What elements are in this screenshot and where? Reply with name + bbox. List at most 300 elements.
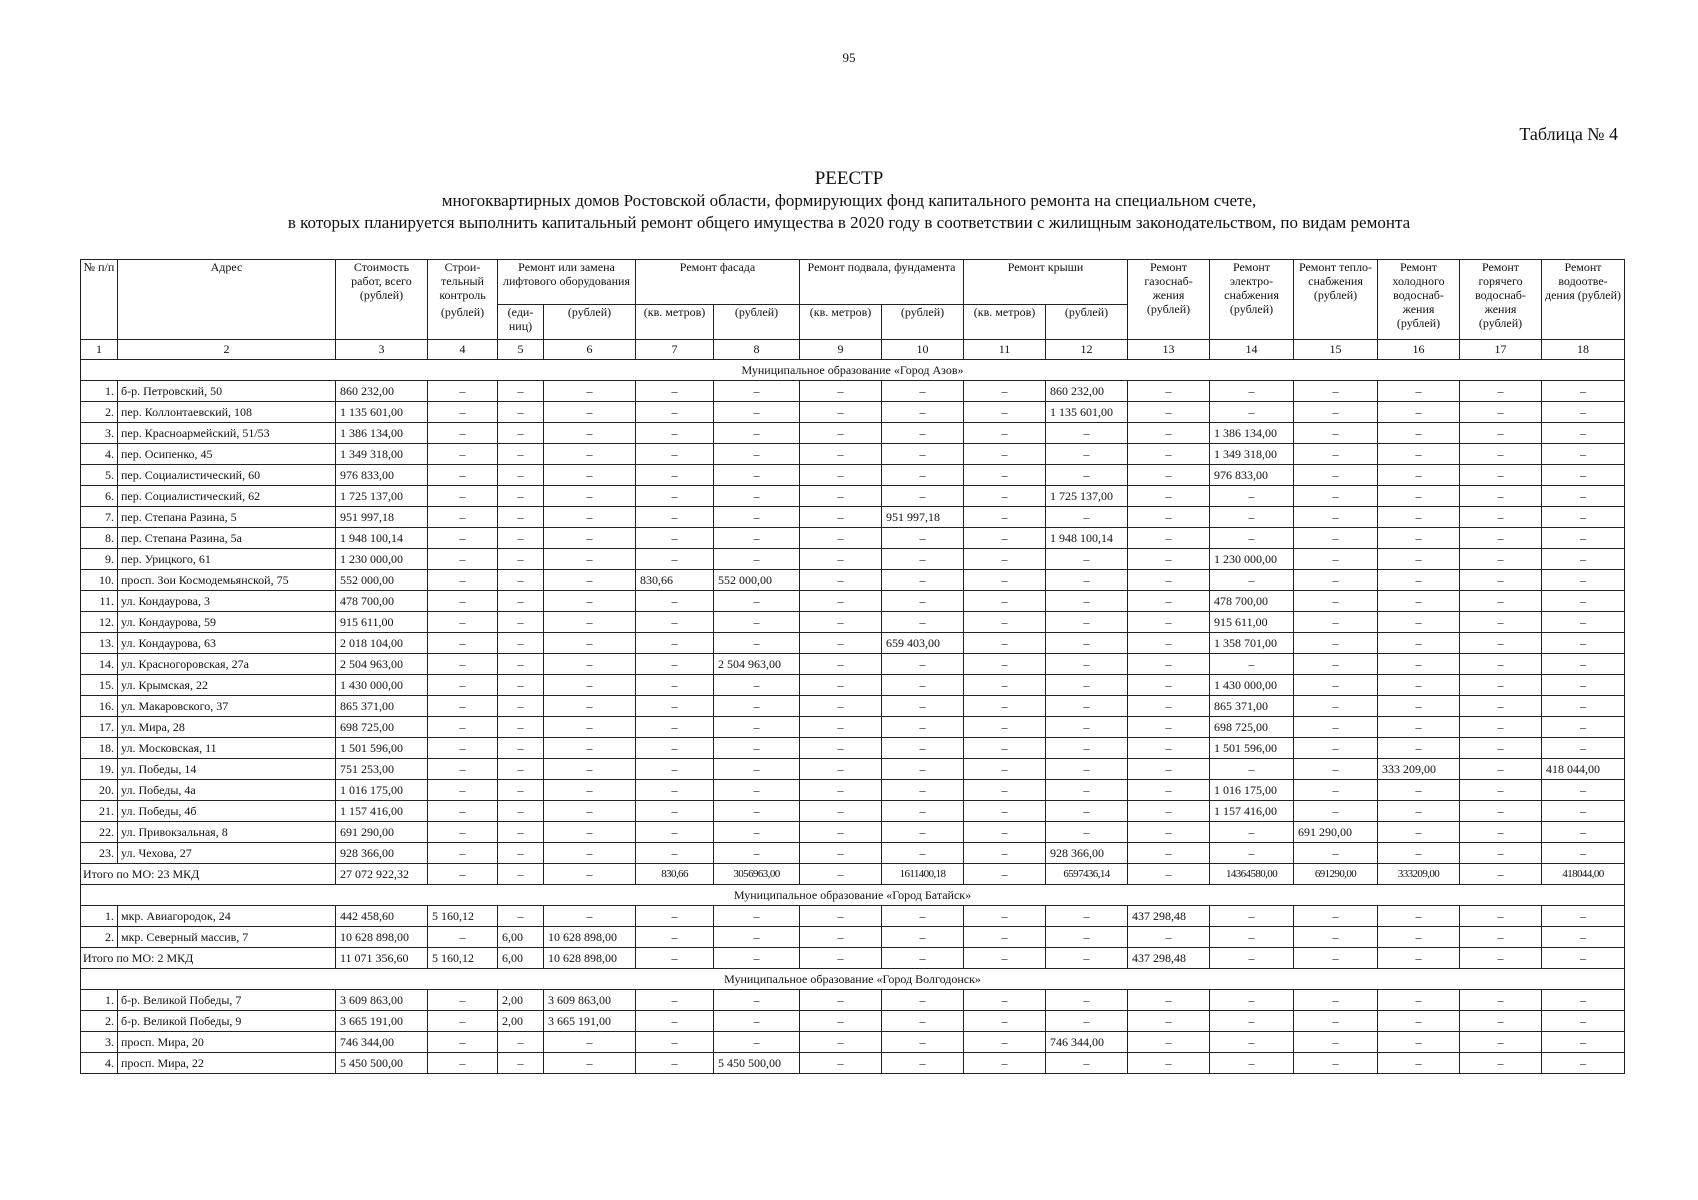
table-cell: – (636, 549, 714, 570)
table-cell: – (964, 423, 1046, 444)
table-cell: – (800, 444, 882, 465)
table-cell: – (882, 528, 964, 549)
total-cell: – (1128, 864, 1210, 885)
table-cell: – (714, 381, 800, 402)
column-number: 12 (1046, 340, 1128, 360)
total-cell: 5 160,12 (428, 948, 498, 969)
table-cell: – (1210, 654, 1294, 675)
table-cell: – (1542, 927, 1625, 948)
table-cell: 751 253,00 (336, 759, 428, 780)
total-row (81, 864, 1625, 885)
table-cell: – (800, 465, 882, 486)
column-number: 17 (1460, 340, 1542, 360)
table-cell: – (1128, 990, 1210, 1011)
table-cell: ул. Кондаурова, 63 (118, 633, 336, 654)
table-cell: – (498, 612, 544, 633)
table-cell: – (498, 738, 544, 759)
table-cell: – (636, 1053, 714, 1074)
table-cell: – (1378, 381, 1460, 402)
table-cell: – (1046, 591, 1128, 612)
table-cell: ул. Макаровского, 37 (118, 696, 336, 717)
total-cell: 1611400,18 (882, 864, 964, 885)
table-cell: 6,00 (498, 927, 544, 948)
table-cell: – (498, 801, 544, 822)
table-cell: 2 504 963,00 (336, 654, 428, 675)
table-row (81, 1032, 1625, 1053)
table-cell: 3. (81, 1032, 118, 1053)
table-cell: – (1378, 654, 1460, 675)
table-cell: 442 458,60 (336, 906, 428, 927)
total-cell: – (428, 864, 498, 885)
table-cell: – (1294, 591, 1378, 612)
table-cell: – (544, 633, 636, 654)
table-cell: – (428, 675, 498, 696)
header-num: № п/п (81, 260, 118, 340)
table-cell: – (964, 633, 1046, 654)
table-row (81, 990, 1625, 1011)
table-cell: – (800, 549, 882, 570)
total-cell: 6,00 (498, 948, 544, 969)
table-cell: – (1460, 822, 1542, 843)
table-cell: – (800, 1032, 882, 1053)
table-cell: – (714, 675, 800, 696)
table-cell: – (428, 549, 498, 570)
table-row (81, 675, 1625, 696)
table-cell: – (800, 843, 882, 864)
table-cell: – (882, 381, 964, 402)
table-cell: – (428, 843, 498, 864)
table-cell: 418 044,00 (1542, 759, 1625, 780)
table-cell: – (1210, 927, 1294, 948)
table-row (81, 738, 1625, 759)
table-cell: 333 209,00 (1378, 759, 1460, 780)
table-cell: – (1128, 654, 1210, 675)
table-cell: – (544, 1053, 636, 1074)
table-cell: – (1128, 528, 1210, 549)
table-cell: – (1046, 507, 1128, 528)
table-cell: – (544, 423, 636, 444)
table-row (81, 465, 1625, 486)
table-cell: – (498, 759, 544, 780)
table-cell: – (882, 423, 964, 444)
total-cell: – (1378, 948, 1460, 969)
column-number: 13 (1128, 340, 1210, 360)
table-cell: 746 344,00 (336, 1032, 428, 1053)
page-number: 95 (842, 50, 856, 65)
table-cell: – (428, 1011, 498, 1032)
table-cell: – (714, 843, 800, 864)
table-cell: – (1294, 906, 1378, 927)
table-cell: – (800, 507, 882, 528)
table-cell: 1 358 701,00 (1210, 633, 1294, 654)
table-cell: – (428, 801, 498, 822)
table-cell: – (428, 738, 498, 759)
table-cell: 17. (81, 717, 118, 738)
table-cell: – (1294, 549, 1378, 570)
table-row (81, 528, 1625, 549)
table-cell: 865 371,00 (1210, 696, 1294, 717)
table-cell: 1 016 175,00 (336, 780, 428, 801)
table-cell: пер. Степана Разина, 5 (118, 507, 336, 528)
table-cell: – (636, 675, 714, 696)
table-cell: – (1294, 738, 1378, 759)
table-cell: – (800, 780, 882, 801)
table-cell: – (544, 507, 636, 528)
header-roof: Ремонт крыши (964, 260, 1128, 305)
table-cell: пер. Красноармейский, 51/53 (118, 423, 336, 444)
table-cell: – (1128, 738, 1210, 759)
table-cell: 21. (81, 801, 118, 822)
table-cell: – (1542, 465, 1625, 486)
table-cell: – (544, 801, 636, 822)
table-cell: – (882, 1032, 964, 1053)
table-cell: – (1542, 717, 1625, 738)
table-cell: – (498, 444, 544, 465)
table-cell: – (1460, 612, 1542, 633)
column-number: 5 (498, 340, 544, 360)
table-cell: – (1210, 1011, 1294, 1032)
table-cell: – (882, 444, 964, 465)
table-cell: – (714, 444, 800, 465)
table-cell: – (714, 486, 800, 507)
table-cell: – (1460, 717, 1542, 738)
table-cell: – (636, 990, 714, 1011)
table-cell: – (882, 1011, 964, 1032)
table-cell: 9. (81, 549, 118, 570)
table-cell: – (882, 1053, 964, 1074)
table-cell: 437 298,48 (1128, 906, 1210, 927)
table-cell: ул. Победы, 4б (118, 801, 336, 822)
table-cell: – (1542, 906, 1625, 927)
table-cell: – (498, 381, 544, 402)
table-cell: – (800, 1053, 882, 1074)
table-cell: 11. (81, 591, 118, 612)
table-body (81, 340, 1625, 1074)
table-cell: – (1378, 822, 1460, 843)
header-address: Адрес (118, 260, 336, 340)
column-number: 11 (964, 340, 1046, 360)
table-cell: – (498, 675, 544, 696)
table-cell: – (800, 759, 882, 780)
table-cell: б-р. Великой Победы, 9 (118, 1011, 336, 1032)
table-cell: – (964, 696, 1046, 717)
table-cell: – (636, 801, 714, 822)
table-cell: 4. (81, 1053, 118, 1074)
table-cell: – (1542, 507, 1625, 528)
table-cell: – (1542, 570, 1625, 591)
table-cell: – (800, 381, 882, 402)
table-cell: ул. Московская, 11 (118, 738, 336, 759)
table-cell: 928 366,00 (1046, 843, 1128, 864)
table-cell: – (1542, 1032, 1625, 1053)
table-cell: – (964, 675, 1046, 696)
table-row (81, 507, 1625, 528)
table-cell: – (544, 1032, 636, 1053)
table-cell: – (544, 570, 636, 591)
total-cell: 10 628 898,00 (544, 948, 636, 969)
table-row (81, 591, 1625, 612)
table-cell: 830,66 (636, 570, 714, 591)
table-cell: – (1542, 486, 1625, 507)
table-cell: – (1378, 738, 1460, 759)
table-cell: – (636, 927, 714, 948)
header-lift-rub: (рублей) (544, 305, 636, 340)
table-cell: – (636, 738, 714, 759)
table-cell: – (1378, 717, 1460, 738)
header-lift: Ремонт или замена лифтового оборудования (498, 260, 636, 305)
table-cell: – (1542, 738, 1625, 759)
table-cell: 10. (81, 570, 118, 591)
table-cell: – (1460, 486, 1542, 507)
table-cell: 4. (81, 444, 118, 465)
table-cell: – (498, 591, 544, 612)
table-row (81, 822, 1625, 843)
table-cell: – (636, 1011, 714, 1032)
column-number: 1 (81, 340, 118, 360)
table-cell: 13. (81, 633, 118, 654)
table-cell: 746 344,00 (1046, 1032, 1128, 1053)
table-cell: – (964, 402, 1046, 423)
table-cell: – (636, 633, 714, 654)
table-cell: – (1046, 444, 1128, 465)
table-cell: 3. (81, 423, 118, 444)
table-cell: – (636, 465, 714, 486)
column-number: 10 (882, 340, 964, 360)
table-label: Таблица № 4 (1519, 124, 1618, 144)
table-cell: – (498, 906, 544, 927)
table-cell: 1 016 175,00 (1210, 780, 1294, 801)
total-label: Итого по МО: 2 МКД (81, 948, 336, 969)
table-row (81, 402, 1625, 423)
table-cell: – (636, 717, 714, 738)
section-row (81, 969, 1625, 990)
table-cell: – (1046, 1011, 1128, 1032)
table-cell: – (964, 927, 1046, 948)
table-cell: – (1046, 696, 1128, 717)
table-cell: – (1542, 423, 1625, 444)
table-cell: – (428, 759, 498, 780)
table-cell: 691 290,00 (336, 822, 428, 843)
table-cell: – (964, 486, 1046, 507)
total-cell: – (800, 864, 882, 885)
table-cell: – (1460, 738, 1542, 759)
table-cell: 478 700,00 (1210, 591, 1294, 612)
table-cell: б-р. Петровский, 50 (118, 381, 336, 402)
table-cell: ул. Кондаурова, 3 (118, 591, 336, 612)
header-basement-m: (кв. метров) (800, 305, 882, 340)
table-cell: – (636, 780, 714, 801)
table-cell: – (636, 423, 714, 444)
table-cell: 3 665 191,00 (544, 1011, 636, 1032)
total-cell: 437 298,48 (1128, 948, 1210, 969)
table-cell: – (1128, 780, 1210, 801)
table-cell: 698 725,00 (336, 717, 428, 738)
table-cell: 19. (81, 759, 118, 780)
table-row (81, 1011, 1625, 1032)
table-cell: – (428, 507, 498, 528)
table-cell: – (428, 570, 498, 591)
table-cell: – (1294, 570, 1378, 591)
table-cell: – (428, 927, 498, 948)
table-row (81, 717, 1625, 738)
table-cell: – (498, 528, 544, 549)
section-row (81, 885, 1625, 906)
table-cell: – (1128, 1011, 1210, 1032)
table-cell: – (1542, 528, 1625, 549)
table-cell: – (882, 927, 964, 948)
table-cell: – (428, 717, 498, 738)
table-cell: 915 611,00 (1210, 612, 1294, 633)
total-cell: – (498, 864, 544, 885)
table-cell: – (428, 402, 498, 423)
table-cell: – (1542, 444, 1625, 465)
table-cell: – (544, 780, 636, 801)
table-cell: – (882, 717, 964, 738)
table-cell: б-р. Великой Победы, 7 (118, 990, 336, 1011)
table-cell: – (544, 822, 636, 843)
table-row (81, 612, 1625, 633)
table-cell: 1 501 596,00 (1210, 738, 1294, 759)
total-cell: 27 072 922,32 (336, 864, 428, 885)
table-cell: – (1128, 465, 1210, 486)
table-cell: – (1128, 591, 1210, 612)
table-cell: – (498, 633, 544, 654)
table-cell: – (1128, 633, 1210, 654)
table-cell: – (714, 528, 800, 549)
table-cell: – (1210, 528, 1294, 549)
table-cell: – (1128, 549, 1210, 570)
header-roof-m: (кв. метров) (964, 305, 1046, 340)
table-cell: – (1542, 1011, 1625, 1032)
table-cell: мкр. Северный массив, 7 (118, 927, 336, 948)
table-cell: 5 450 500,00 (336, 1053, 428, 1074)
table-cell: – (714, 717, 800, 738)
column-number: 9 (800, 340, 882, 360)
table-cell: 2 504 963,00 (714, 654, 800, 675)
table-cell: – (1378, 402, 1460, 423)
table-cell: – (1460, 528, 1542, 549)
table-cell: – (1294, 402, 1378, 423)
table-cell: – (1128, 486, 1210, 507)
table-cell: – (1046, 717, 1128, 738)
table-cell: 8. (81, 528, 118, 549)
table-cell: – (800, 801, 882, 822)
table-cell: – (1046, 465, 1128, 486)
table-row (81, 780, 1625, 801)
document-title (0, 168, 1698, 234)
table-cell: – (1460, 591, 1542, 612)
table-cell: – (800, 1011, 882, 1032)
table-cell: 1 349 318,00 (336, 444, 428, 465)
table-cell: – (882, 696, 964, 717)
table-cell: – (1294, 486, 1378, 507)
table-cell: – (1378, 528, 1460, 549)
table-cell: – (1542, 381, 1625, 402)
table-cell: – (714, 990, 800, 1011)
table-cell: – (544, 906, 636, 927)
table-cell: – (1046, 612, 1128, 633)
table-cell: – (544, 696, 636, 717)
table-cell: 2 018 104,00 (336, 633, 428, 654)
table-cell: – (498, 570, 544, 591)
table-cell: – (498, 507, 544, 528)
table-cell: – (1542, 633, 1625, 654)
table-row (81, 654, 1625, 675)
table-cell: – (1460, 423, 1542, 444)
table-cell: – (1294, 423, 1378, 444)
table-cell: – (636, 528, 714, 549)
table-cell: просп. Мира, 20 (118, 1032, 336, 1053)
table-row (81, 927, 1625, 948)
table-cell: ул. Чехова, 27 (118, 843, 336, 864)
total-cell: – (1294, 948, 1378, 969)
total-cell: 333209,00 (1378, 864, 1460, 885)
table-cell: – (1294, 528, 1378, 549)
table-cell: – (800, 423, 882, 444)
table-cell: – (964, 654, 1046, 675)
table-cell: 1 725 137,00 (1046, 486, 1128, 507)
table-cell: 860 232,00 (336, 381, 428, 402)
table-cell: – (1460, 780, 1542, 801)
table-cell: – (800, 633, 882, 654)
table-cell: 7. (81, 507, 118, 528)
column-number: 14 (1210, 340, 1294, 360)
table-cell: – (714, 612, 800, 633)
table-cell: – (498, 423, 544, 444)
table-cell: – (1046, 423, 1128, 444)
header-gas: Ремонт газоснаб-жения (рублей) (1128, 260, 1210, 340)
table-cell: – (964, 780, 1046, 801)
table-cell: – (498, 696, 544, 717)
table-cell: – (1128, 1053, 1210, 1074)
table-cell: – (428, 654, 498, 675)
table-cell: – (1128, 927, 1210, 948)
table-cell: – (1542, 549, 1625, 570)
table-cell: – (1378, 675, 1460, 696)
table-cell: – (964, 1011, 1046, 1032)
table-cell: – (1378, 444, 1460, 465)
table-cell: – (800, 738, 882, 759)
table-cell: – (428, 444, 498, 465)
table-cell: 1 157 416,00 (1210, 801, 1294, 822)
table-cell: – (1294, 990, 1378, 1011)
table-cell: – (1128, 381, 1210, 402)
table-cell: – (1294, 843, 1378, 864)
table-cell: – (882, 843, 964, 864)
table-cell: – (1460, 549, 1542, 570)
table-cell: 478 700,00 (336, 591, 428, 612)
table-cell: 976 833,00 (1210, 465, 1294, 486)
table-cell: 10 628 898,00 (544, 927, 636, 948)
table-cell: – (1294, 696, 1378, 717)
table-cell: – (1542, 780, 1625, 801)
table-cell: – (1460, 696, 1542, 717)
table-cell: – (636, 759, 714, 780)
table-cell: – (964, 1032, 1046, 1053)
table-cell: – (714, 906, 800, 927)
table-cell: – (882, 822, 964, 843)
table-cell: – (1378, 633, 1460, 654)
table-cell: – (428, 990, 498, 1011)
table-cell: – (1460, 675, 1542, 696)
table-cell: – (714, 633, 800, 654)
total-cell: – (1460, 864, 1542, 885)
table-cell: 659 403,00 (882, 633, 964, 654)
table-cell: пер. Социалистический, 60 (118, 465, 336, 486)
table-cell: – (636, 591, 714, 612)
table-cell: – (498, 486, 544, 507)
table-cell: 2. (81, 402, 118, 423)
